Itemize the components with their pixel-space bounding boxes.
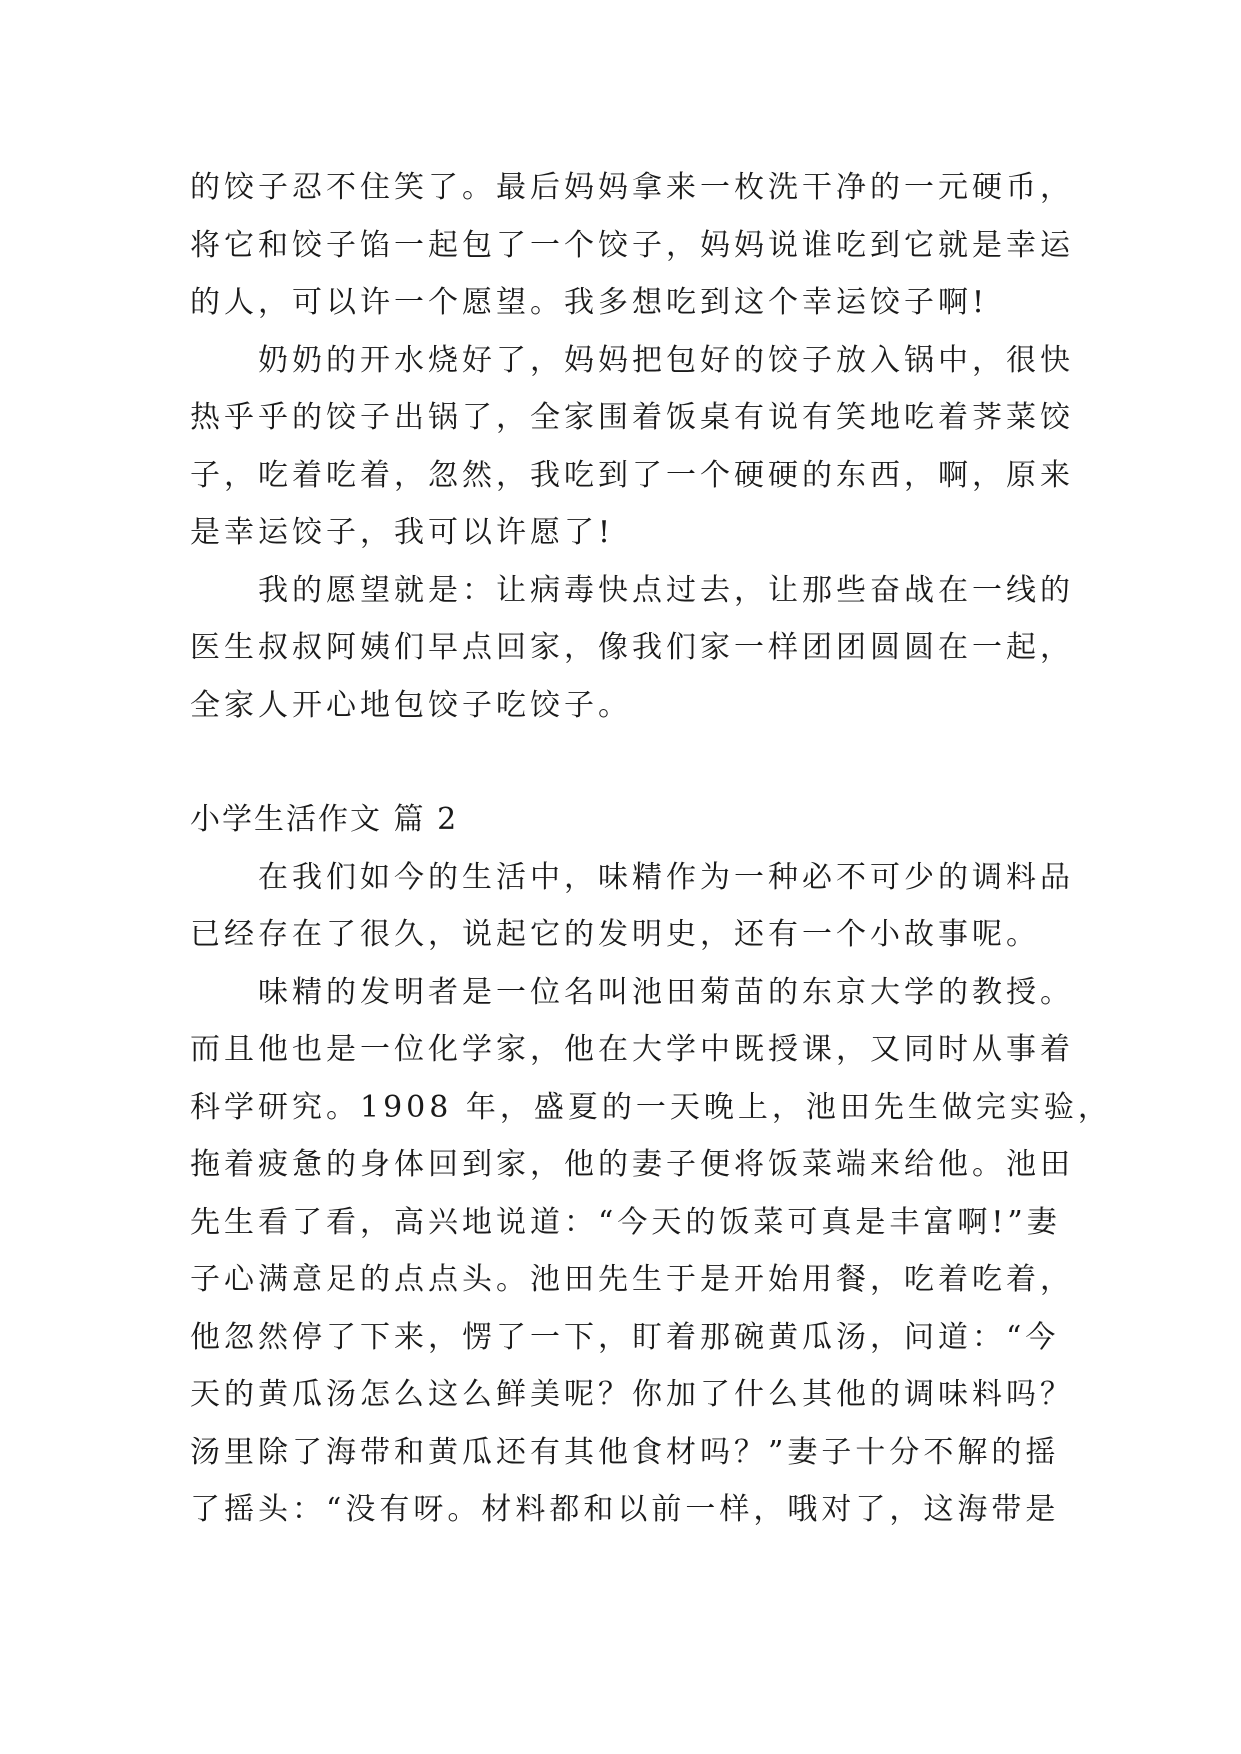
text-line: 了摇头：“没有呀。材料都和以前一样，哦对了，这海带是: [190, 1492, 1060, 1527]
section-heading: 小学生活作文 篇 2: [190, 802, 459, 837]
text-line: 子，吃着吃着，忽然，我吃到了一个硬硬的东西，啊，原来: [190, 458, 1074, 493]
text-line: 将它和饺子馅一起包了一个饺子，妈妈说谁吃到它就是幸运: [190, 228, 1074, 263]
text-line: 拖着疲惫的身体回到家，他的妻子便将饭菜端来给他。池田: [190, 1147, 1074, 1182]
text-line: 我的愿望就是：让病毒快点过去，让那些奋战在一线的: [190, 573, 1074, 608]
text-line: 是幸运饺子，我可以许愿了!: [190, 515, 615, 550]
text-line: 热乎乎的饺子出锅了，全家围着饭桌有说有笑地吃着荠菜饺: [190, 400, 1074, 435]
text-line: 他忽然停了下来，愣了一下，盯着那碗黄瓜汤，问道：“今: [190, 1320, 1060, 1355]
text-line: 在我们如今的生活中，味精作为一种必不可少的调料品: [190, 860, 1074, 895]
text-line: 而且他也是一位化学家，他在大学中既授课，又同时从事着: [190, 1032, 1074, 1067]
text-line: 全家人开心地包饺子吃饺子。: [190, 688, 632, 723]
text-line: 味精的发明者是一位名叫池田菊苗的东京大学的教授。: [190, 975, 1074, 1010]
text-line: 子心满意足的点点头。池田先生于是开始用餐，吃着吃着，: [190, 1262, 1074, 1297]
text-line: 奶奶的开水烧好了，妈妈把包好的饺子放入锅中，很快: [190, 343, 1074, 378]
text-line: 的人，可以许一个愿望。我多想吃到这个幸运饺子啊!: [190, 285, 989, 320]
text-line: 先生看了看，高兴地说道：“今天的饭菜可真是丰富啊!”妻: [190, 1205, 1061, 1240]
text-line: 天的黄瓜汤怎么这么鲜美呢？你加了什么其他的调味料吗？: [190, 1377, 1074, 1412]
text-line: 科学研究。1908 年，盛夏的一天晚上，池田先生做完实验，: [190, 1090, 1112, 1125]
text-line: 医生叔叔阿姨们早点回家，像我们家一样团团圆圆在一起，: [190, 630, 1074, 665]
text-line: 已经存在了很久，说起它的发明史，还有一个小故事呢。: [190, 917, 1040, 952]
text-line: 汤里除了海带和黄瓜还有其他食材吗？”妻子十分不解的摇: [190, 1435, 1060, 1470]
text-line: 的饺子忍不住笑了。最后妈妈拿来一枚洗干净的一元硬币，: [190, 170, 1074, 205]
